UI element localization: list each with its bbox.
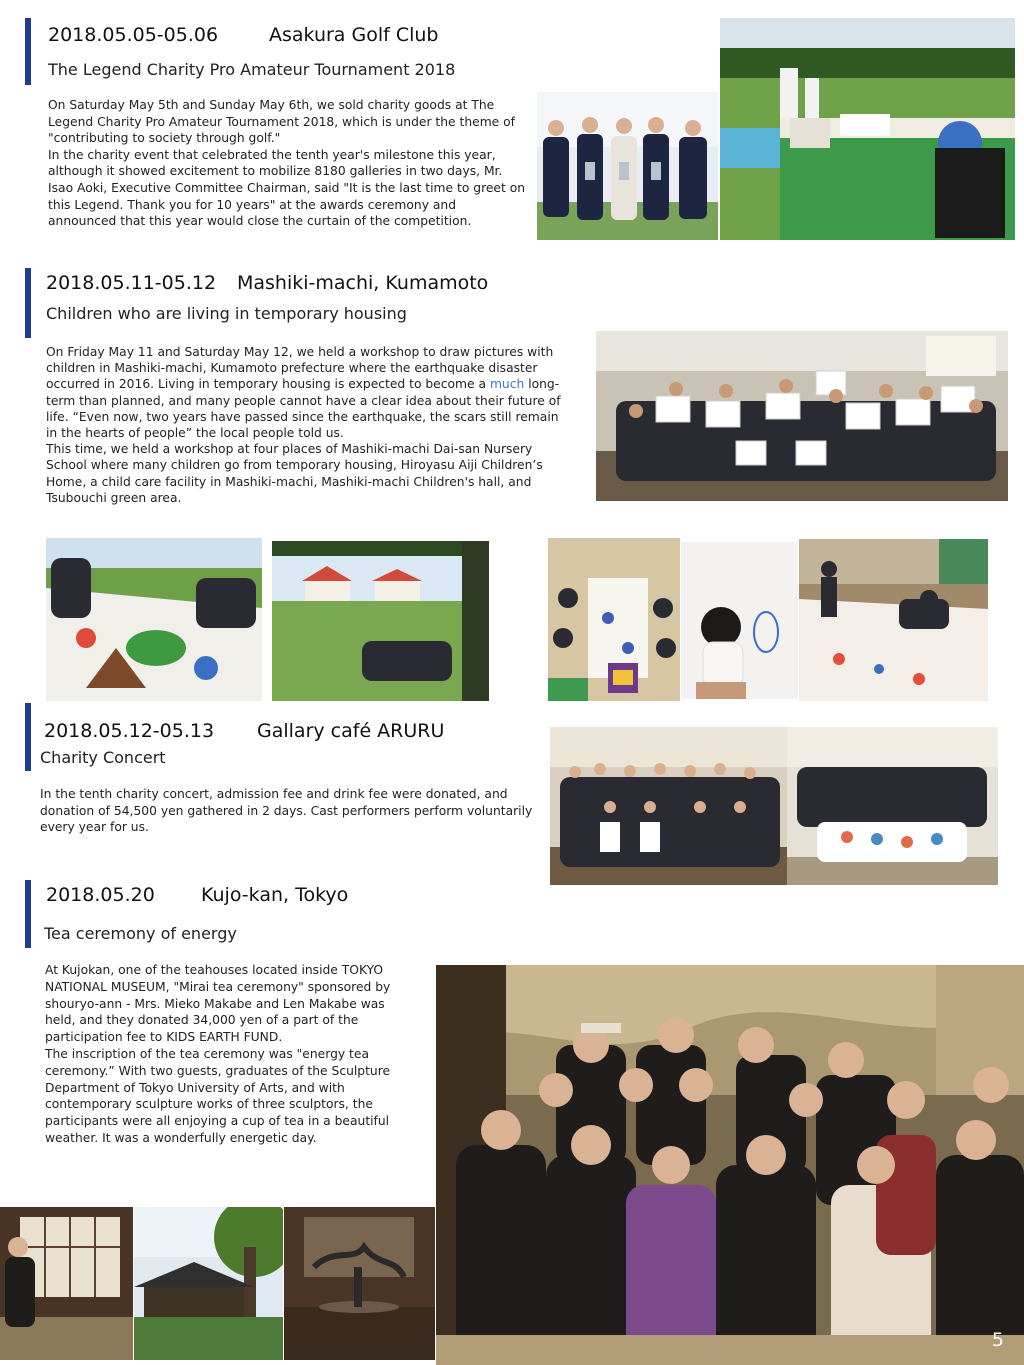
golf-award-photo	[537, 92, 718, 240]
child-drawing-photo	[681, 542, 798, 699]
body-text: long-term than planned, and many people cannot have a clear idea about their future of life. “Even now, two years have passed since the earthquake, the scars still remain in the hearts of people” the local people told us.	[46, 377, 561, 441]
golf-booth-photo	[720, 18, 1015, 240]
body-paragraph: On Saturday May 5th and Sunday May 6th, we sold charity goods at The Legend Charity Pro Amateur Tournament 2018, which is under the theme of "contributing to society through golf."	[48, 98, 516, 146]
section-location: Mashiki-machi, Kumamoto	[237, 272, 489, 294]
section-subtitle: Tea ceremony of energy	[44, 924, 237, 943]
body-text: On Friday May 11 and Saturday May 12, we held a workshop to draw pictures with children in Mashiki-machi, Kumamoto prefecture where the earthquake disaster occurred in 2016. Living in temporary housing is expected to become a	[46, 345, 554, 392]
section-date: 2018.05.20	[46, 884, 155, 906]
workshop-park-photo	[272, 541, 489, 701]
section-location: Gallary café ARURU	[257, 720, 445, 742]
section-body	[40, 786, 540, 836]
section-date: 2018.05.05-05.06	[48, 24, 219, 46]
sculpture-photo	[284, 1207, 435, 1360]
section-body	[48, 97, 528, 230]
section-bar	[25, 268, 31, 338]
section-bar	[25, 703, 31, 771]
teahouse-building-photo	[134, 1207, 283, 1360]
section-subtitle: Children who are living in temporary housing	[46, 304, 407, 323]
body-paragraph: At Kujokan, one of the teahouses located inside TOKYO NATIONAL MUSEUM, "Mirai tea ceremony" sponsored by shouryo-ann - Mrs. Mieko Makabe and Len Makabe was held, and they donated 34,000 yen of a part of the participation fee to KIDS EARTH FUND.	[45, 963, 391, 1045]
section-date: 2018.05.11-05.12	[46, 272, 217, 294]
body-paragraph: This time, we held a workshop at four places of Mashiki-machi Dai-san Nursery School where many children go from temporary housing, Hiroyasu Aiji Children’s Home, a child care facility in Mashiki-machi, Mashiki-machi Children's hall, and Tsubouchi green area.	[46, 442, 543, 505]
body-paragraph: In the tenth charity concert, admission fee and drink fee were donated, and donation of 54,500 yen gathered in 2 days. Cast performers perform voluntarily every year for us.	[40, 787, 533, 835]
body-paragraph: The inscription of the tea ceremony was "energy tea ceremony.” With two guests, graduates of the Sculpture Department of Tokyo University of Arts, and with contemporary sculpture works of three sculptors, the participants were all enjoying a cup of tea in a beautiful weather. It was a wonderfully energetic day.	[45, 1046, 391, 1145]
section-bar	[25, 18, 31, 85]
body-paragraph: In the charity event that celebrated the tenth year's milestone this year, although it showed excitement to mobilize 8180 galleries in two days, Mr. Isao Aoki, Executive Committee Chairman, said "It is the last time to greet on this Legend. Thank you for 10 years" at the awards ceremony and announced that this year would close the curtain of the competition.	[48, 147, 526, 229]
workshop-outdoor-photo	[46, 538, 262, 701]
section-location: Kujo-kan, Tokyo	[201, 884, 349, 906]
body-highlight: much	[489, 377, 525, 392]
page-number: 5	[991, 1329, 1004, 1351]
concert-children-photo	[787, 727, 998, 885]
workshop-table-photo	[548, 538, 680, 701]
children-group-photo	[596, 331, 1008, 501]
section-location: Asakura Golf Club	[269, 24, 439, 46]
workshop-hall-photo	[799, 539, 988, 701]
section-body	[46, 344, 566, 506]
section-bar	[25, 880, 31, 948]
section-subtitle: Charity Concert	[40, 748, 166, 767]
tea-host-photo	[0, 1207, 133, 1360]
section-date: 2018.05.12-05.13	[44, 720, 215, 742]
concert-group-photo	[550, 727, 787, 885]
section-subtitle: The Legend Charity Pro Amateur Tournament 2018	[48, 60, 456, 79]
section-body	[45, 962, 395, 1147]
tea-ceremony-group-photo	[436, 965, 1024, 1365]
